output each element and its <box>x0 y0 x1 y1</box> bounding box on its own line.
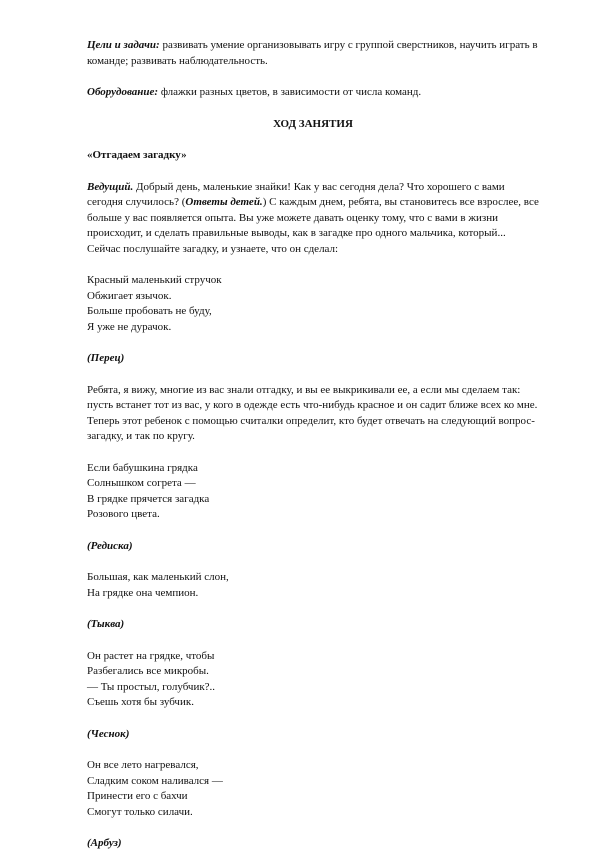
riddle-line: Съешь хотя бы зубчик. <box>87 696 194 708</box>
riddle-line: Розового цвета. <box>87 508 160 520</box>
riddle-line: Солнышком согрета — <box>87 477 196 489</box>
riddle-line: Больше пробовать не буду, <box>87 305 212 317</box>
riddle-4-answer: (Чеснок) <box>87 727 130 740</box>
riddle-1 <box>87 273 539 335</box>
goals-text: развивать умение организовывать игру с группой сверстников, научить играть в команде; развивать наблюдательность. <box>87 39 538 67</box>
riddle-line: Большая, как маленький слон, <box>87 571 229 583</box>
lesson-heading: ХОД ЗАНЯТИЯ <box>273 117 353 130</box>
riddle-line: Сладким соком наливался — <box>87 774 223 787</box>
section-title: «Отгадаем загадку» <box>87 149 187 161</box>
intro-text-1: Добрый день, маленькие знайки! Как у вас сегодня дела? Что хорошего с вами сегодня случилось? ( <box>87 180 505 208</box>
riddle-line: — Ты простыл, голубчик?.. <box>87 680 216 693</box>
goals-label: Цели и задачи: <box>87 39 160 51</box>
intro-paragraph <box>87 180 539 258</box>
goals-paragraph <box>87 38 539 69</box>
intro-speaker: Ведущий. <box>87 180 134 193</box>
equipment-text: флажки разных цветов, в зависимости от числа команд. <box>158 86 422 98</box>
riddle-1-answer: (Перец) <box>87 352 125 364</box>
riddle-5-answer: (Арбуз) <box>87 837 122 849</box>
equipment-paragraph <box>87 85 539 101</box>
riddle-line: Он все лето нагревался, <box>87 759 199 771</box>
riddle-3-answer: (Тыква) <box>87 618 125 630</box>
riddle-line: Если бабушкина грядка <box>87 461 198 474</box>
riddle-line: Принести его с бахчи <box>87 790 188 802</box>
riddle-line: Обжигает язычок. <box>87 289 172 302</box>
riddle-4 <box>87 649 539 711</box>
intro-text-2: ) С каждым днем, ребята, вы становитесь все взрослее, все больше у вас появляется опыта. Вы уже можете давать оценку тому, что с вами в жизни происходит, и сделать правильные выводы, как в загадке про одного мальчика, который... Сейчас послушайте загадку, и узнаете, что он сделал: <box>87 196 539 255</box>
riddle-5 <box>87 758 539 820</box>
riddle-2 <box>87 461 539 523</box>
riddle-line: В грядке прячется загадка <box>87 492 210 505</box>
riddle-line: Смогут только силачи. <box>87 805 193 818</box>
riddle-2-answer: (Редиска) <box>87 539 133 552</box>
riddle-3 <box>87 570 539 601</box>
document-page <box>87 38 539 852</box>
intro-children-answers: Ответы детей. <box>185 196 263 208</box>
riddle-line: Разбегались все микробы. <box>87 665 209 677</box>
equipment-label: Оборудование: <box>87 86 159 98</box>
rules-paragraph: Ребята, я вижу, многие из вас знали отгадку, и вы ее выкрикивали ее, а если мы сделаем так: пусть встанет тот из вас, у кого в одежде есть что-нибудь красное и он садит ближе всех ко мне. Теперь этот ребенок с помощью считалки определит, кто будет отвечать на следующий вопрос-загадку, и так по кругу. <box>87 383 538 442</box>
riddle-line: На грядке она чемпион. <box>87 586 199 599</box>
riddle-line: Я уже не дурачок. <box>87 320 172 333</box>
riddle-line: Он растет на грядке, чтобы <box>87 649 215 662</box>
riddle-line: Красный маленький стручок <box>87 274 222 286</box>
